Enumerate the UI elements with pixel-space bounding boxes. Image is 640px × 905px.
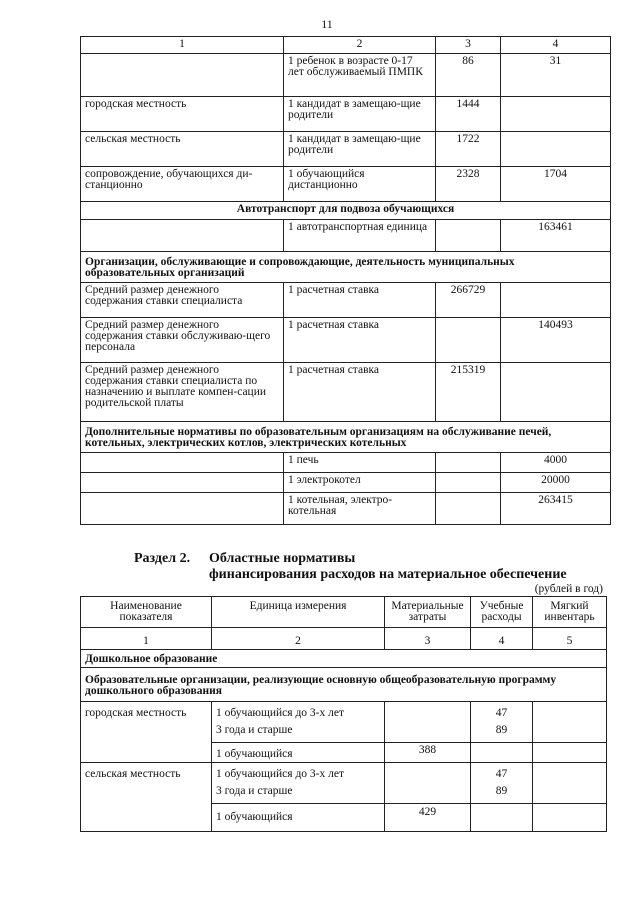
- cell-indicator: [81, 453, 284, 473]
- cell-indicator: сельская местность: [81, 132, 284, 167]
- cell-unit: 3 года и старше: [212, 784, 385, 804]
- cell-indicator: Средний размер денежного содержания ставки специалиста: [81, 283, 284, 318]
- cell-unit: 1 обучающийся до 3-х лет: [212, 702, 385, 723]
- cell-value: [436, 318, 501, 363]
- cell-locality: городская местность: [81, 702, 212, 763]
- header-material: Материальные затраты: [385, 597, 471, 628]
- cell-unit: 1 обучающийся дистанционно: [284, 167, 436, 202]
- table-row: [81, 54, 611, 97]
- table-row: [81, 132, 611, 167]
- section-title-preschool: Дошкольное образование: [81, 650, 607, 668]
- cell-value: [436, 220, 501, 252]
- cell-material: [385, 702, 471, 743]
- header-educational: Учебные расходы: [471, 597, 533, 628]
- cell-material: 429: [385, 804, 471, 832]
- cell-value: [436, 453, 501, 473]
- cell-unit: 1 кандидат в замещаю-щие родители: [284, 132, 436, 167]
- cell-unit: 1 обучающийся до 3-х лет: [212, 763, 385, 784]
- cell-soft: [533, 763, 607, 804]
- cell-unit: 1 печь: [284, 453, 436, 473]
- header-soft-inventory: Мягкий инвентарь: [533, 597, 607, 628]
- table-row: [81, 363, 611, 422]
- cell-soft: [533, 702, 607, 743]
- cell-unit: 1 обучающийся: [212, 804, 385, 832]
- cell-value: [501, 363, 611, 422]
- cell-unit: 1 расчетная ставка: [284, 283, 436, 318]
- cell-value: 86: [436, 54, 501, 97]
- cell-soft: [533, 743, 607, 763]
- cell-educational: [471, 743, 533, 763]
- cell-indicator: [81, 54, 284, 97]
- section-title-transport: Автотранспорт для подвоза обучающихся: [81, 202, 611, 220]
- column-number: 2: [284, 37, 436, 54]
- cell-indicator: [81, 220, 284, 252]
- table-row: [81, 318, 611, 363]
- cell-value: 31: [501, 54, 611, 97]
- section-title-additional: Дополнительные нормативы по образовательным организациям на обслуживание печей, котельных, электрических котлов, электрических котельных: [81, 422, 611, 453]
- table-material-norms: [80, 596, 607, 832]
- cell-value: [436, 493, 501, 525]
- cell-educational: [471, 804, 533, 832]
- column-number: 4: [501, 37, 611, 54]
- cell-unit: 1 котельная, электро-котельная: [284, 493, 436, 525]
- section-title-line2: финансирования расходов на материальное обеспечение: [209, 567, 567, 582]
- cell-material: [385, 763, 471, 804]
- section-title-organizations: Организации, обслуживающие и сопровождающие, деятельность муниципальных образовательных организаций: [81, 252, 611, 283]
- cell-value: 266729: [436, 283, 501, 318]
- column-number: 5: [533, 628, 607, 650]
- cell-soft: [533, 804, 607, 832]
- table-header-row: [81, 597, 607, 628]
- table-row: [81, 493, 611, 525]
- cell-value: 215319: [436, 363, 501, 422]
- section-title-preschool-orgs: Образовательные организации, реализующие основную общеобразовательную программу дошкольного образования: [81, 668, 607, 702]
- cell-indicator: [81, 493, 284, 525]
- cell-value: [501, 132, 611, 167]
- column-number: 2: [212, 628, 385, 650]
- table-row: [81, 97, 611, 132]
- cell-unit: 1 кандидат в замещаю-щие родители: [284, 97, 436, 132]
- column-number: 1: [81, 37, 284, 54]
- column-number: 1: [81, 628, 212, 650]
- table-row: [81, 702, 607, 723]
- cell-value: [501, 97, 611, 132]
- cell-unit: 1 ребенок в возрасте 0-17 лет обслуживаемый ПМПК: [284, 54, 436, 97]
- table-number-row: [81, 628, 607, 650]
- header-indicator: Наименование показателя: [81, 597, 212, 628]
- cell-unit: 1 электрокотел: [284, 473, 436, 493]
- cell-indicator: Средний размер денежного содержания ставки специалиста по назначению и выплате компен-сации родительской платы: [81, 363, 284, 422]
- cell-unit: 1 обучающийся: [212, 743, 385, 763]
- cell-unit: 1 расчетная ставка: [284, 363, 436, 422]
- section-row: [81, 202, 611, 220]
- cell-indicator: Средний размер денежного содержания ставки обслуживаю-щего персонала: [81, 318, 284, 363]
- table-header-row: [81, 37, 611, 54]
- cell-locality: сельская местность: [81, 763, 212, 832]
- cell-educational: 89: [471, 723, 533, 743]
- cell-value: 1722: [436, 132, 501, 167]
- units-note: (рублей в год): [534, 583, 603, 595]
- section-label: Раздел 2.: [134, 551, 191, 566]
- column-number: 3: [436, 37, 501, 54]
- cell-educational: 47: [471, 702, 533, 723]
- table-norms-continued: [80, 36, 611, 525]
- section-row: [81, 650, 607, 668]
- cell-value: 140493: [501, 318, 611, 363]
- cell-indicator: [81, 473, 284, 493]
- table-row: [81, 453, 611, 473]
- table-row: [81, 283, 611, 318]
- cell-value: 1704: [501, 167, 611, 202]
- cell-value: [501, 283, 611, 318]
- cell-unit: 3 года и старше: [212, 723, 385, 743]
- cell-value: 263415: [501, 493, 611, 525]
- cell-unit: 1 автотранспортная единица: [284, 220, 436, 252]
- column-number: 4: [471, 628, 533, 650]
- section-row: [81, 422, 611, 453]
- cell-value: 20000: [501, 473, 611, 493]
- cell-educational: 89: [471, 784, 533, 804]
- section-title-line1: Областные нормативы: [209, 551, 356, 566]
- cell-unit: 1 расчетная ставка: [284, 318, 436, 363]
- section-row: [81, 668, 607, 702]
- page-number: 11: [321, 17, 333, 31]
- table-row: [81, 220, 611, 252]
- cell-value: 2328: [436, 167, 501, 202]
- cell-material: 388: [385, 743, 471, 763]
- section-row: [81, 252, 611, 283]
- cell-indicator: городская местность: [81, 97, 284, 132]
- cell-value: [436, 473, 501, 493]
- cell-value: 163461: [501, 220, 611, 252]
- cell-indicator: сопровождение, обучающихся ди-станционно: [81, 167, 284, 202]
- cell-educational: 47: [471, 763, 533, 784]
- table-row: [81, 167, 611, 202]
- cell-value: 1444: [436, 97, 501, 132]
- column-number: 3: [385, 628, 471, 650]
- table-row: [81, 763, 607, 784]
- header-unit: Единица измерения: [212, 597, 385, 628]
- cell-value: 4000: [501, 453, 611, 473]
- table-row: [81, 473, 611, 493]
